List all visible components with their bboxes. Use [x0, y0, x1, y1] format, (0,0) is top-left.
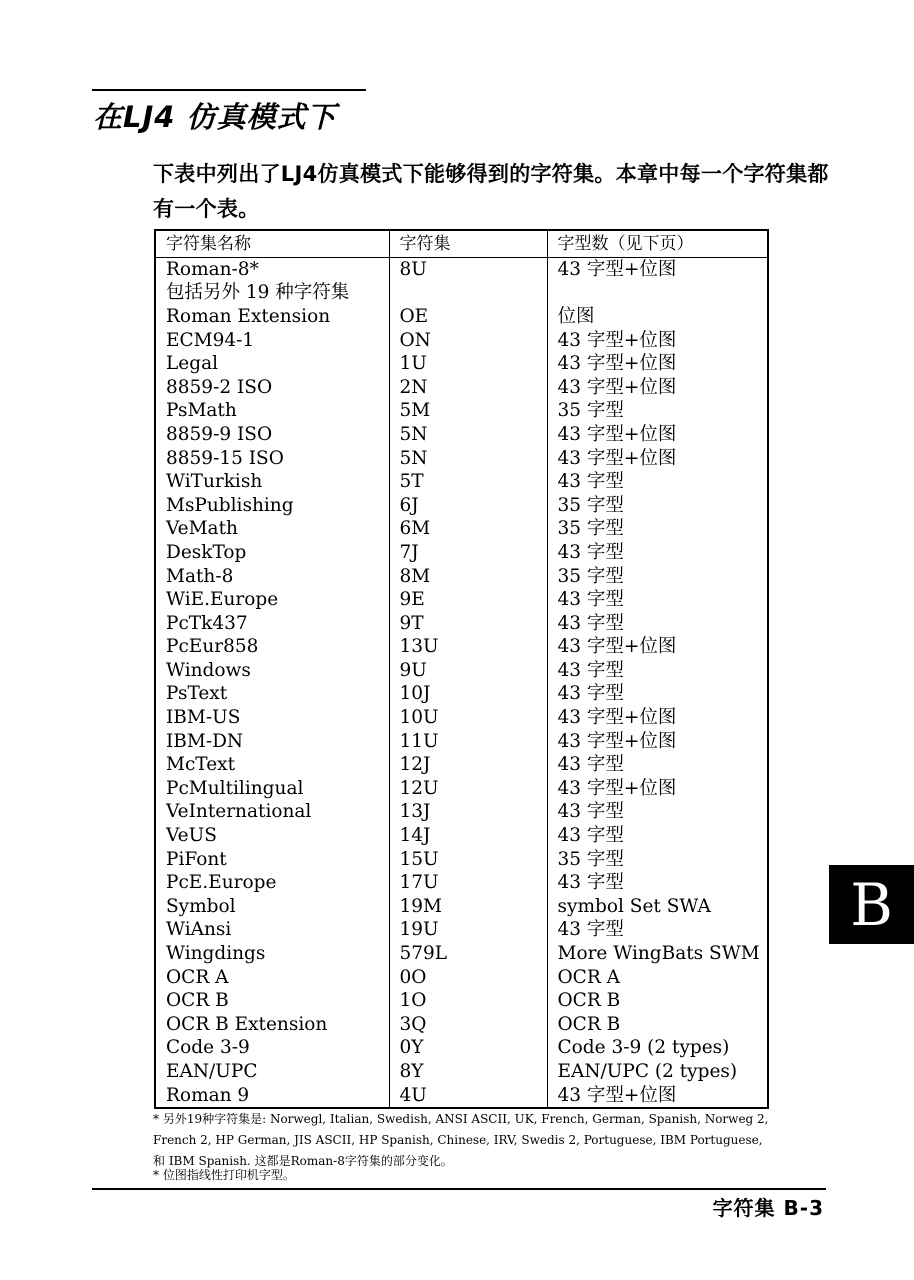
font-count-cell: 43 字型+位图 [557, 258, 677, 280]
font-count-cell: 43 字型+位图 [557, 1084, 677, 1106]
charset-code-cell: 3Q [389, 1013, 547, 1037]
charset-name-cell: Roman-8* [155, 258, 389, 282]
charset-code-cell: 19U [389, 919, 547, 943]
charset-name-cell: WiAnsi [155, 919, 389, 943]
charset-code-cell: 9U [389, 659, 547, 683]
charset-code-cell: 0O [389, 966, 547, 990]
table-row [155, 753, 768, 777]
table-row [155, 447, 768, 471]
table-row [155, 494, 768, 518]
table-row [155, 305, 768, 329]
font-count-cell: 43 字型+位图 [557, 777, 677, 799]
charset-code-cell: 13J [389, 801, 547, 825]
charset-name-cell: PcTk437 [155, 612, 389, 636]
page-footer: 字符集 B-3 [712, 1196, 824, 1220]
table-row [155, 518, 768, 542]
charset-code-cell: 6M [389, 518, 547, 542]
font-count-cell: EAN/UPC (2 types) [557, 1060, 738, 1082]
font-count-cell: 43 字型 [557, 659, 624, 681]
charset-name-cell: MsPublishing [155, 494, 389, 518]
charset-code-cell: 579L [389, 942, 547, 966]
charset-name-cell: 包括另外 19 种字符集 [155, 282, 389, 306]
charset-name-cell: Roman 9 [155, 1084, 389, 1109]
font-count-cell: OCR B [557, 990, 621, 1012]
charset-name-cell: Legal [155, 352, 389, 376]
charset-name-cell: VeInternational [155, 801, 389, 825]
table-row [155, 659, 768, 683]
charset-name-cell: PsText [155, 683, 389, 707]
charset-name-cell: Code 3-9 [155, 1037, 389, 1061]
table-row [155, 588, 768, 612]
intro-paragraph: 下表中列出了LJ4仿真模式下能够得到的字符集。本章中每一个字符集都有一个表。 [153, 162, 829, 221]
table-row [155, 871, 768, 895]
charset-code-cell: 15U [389, 848, 547, 872]
charset-name-cell: EAN/UPC [155, 1060, 389, 1084]
header-font-count: 字型数（见下页） [547, 230, 768, 258]
table-row [155, 376, 768, 400]
charset-code-cell: 4U [389, 1084, 547, 1109]
charset-code-cell: 9E [389, 588, 547, 612]
charset-code-cell: 12U [389, 777, 547, 801]
font-count-cell: 位图 [557, 305, 595, 327]
font-count-cell: 43 字型+位图 [557, 730, 677, 752]
section-tab: B [829, 865, 914, 944]
charset-name-cell: Roman Extension [155, 305, 389, 329]
font-count-cell: 43 字型 [557, 825, 624, 847]
charset-name-cell: IBM-US [155, 706, 389, 730]
charset-name-cell: VeMath [155, 518, 389, 542]
table-row [155, 470, 768, 494]
table-row [155, 1060, 768, 1084]
charset-name-cell: Math-8 [155, 565, 389, 589]
charset-code-cell: 5N [389, 447, 547, 471]
table-body [155, 258, 768, 1109]
charset-code-cell: 5T [389, 470, 547, 494]
charset-code-cell: 10U [389, 706, 547, 730]
charset-code-cell: ON [389, 329, 547, 353]
table-row [155, 989, 768, 1013]
charset-code-cell: 5M [389, 400, 547, 424]
table-row [155, 730, 768, 754]
font-count-cell: symbol Set SWA [557, 895, 711, 917]
font-count-cell: 43 字型 [557, 801, 624, 823]
table-row [155, 1084, 768, 1109]
charset-name-cell: PcMultilingual [155, 777, 389, 801]
font-count-cell: 43 字型 [557, 541, 624, 563]
charset-name-cell: WiE.Europe [155, 588, 389, 612]
header-charset-name: 字符集名称 [155, 230, 389, 258]
charset-name-cell: IBM-DN [155, 730, 389, 754]
charset-name-cell: PcEur858 [155, 636, 389, 660]
charset-code-cell: 8Y [389, 1060, 547, 1084]
charset-code-cell [389, 282, 547, 306]
font-count-cell: 43 字型+位图 [557, 329, 677, 351]
table-row [155, 400, 768, 424]
charset-code-cell: 1O [389, 989, 547, 1013]
charset-name-cell: 8859-9 ISO [155, 423, 389, 447]
charset-code-cell: 10J [389, 683, 547, 707]
table-row [155, 258, 768, 282]
font-count-cell: 43 字型 [557, 872, 624, 894]
font-count-cell: 35 字型 [557, 518, 624, 540]
table-row [155, 683, 768, 707]
font-count-cell: 35 字型 [557, 565, 624, 587]
font-count-cell: OCR A [557, 966, 620, 988]
table-row [155, 824, 768, 848]
charset-code-cell: 13U [389, 636, 547, 660]
font-count-cell: 43 字型+位图 [557, 423, 677, 445]
footer-rule [92, 1188, 826, 1190]
table-row [155, 777, 768, 801]
font-count-cell: OCR B [557, 1013, 621, 1035]
charset-name-cell: PcE.Europe [155, 871, 389, 895]
font-count-cell: 43 字型+位图 [557, 353, 677, 375]
table-row [155, 1037, 768, 1061]
table-row [155, 895, 768, 919]
charset-code-cell: OE [389, 305, 547, 329]
header-charset-code: 字符集 [389, 230, 547, 258]
charset-name-cell: PiFont [155, 848, 389, 872]
font-count-cell: 35 字型 [557, 848, 624, 870]
font-count-cell: 43 字型 [557, 754, 624, 776]
charset-name-cell: Wingdings [155, 942, 389, 966]
table-row [155, 282, 768, 306]
charset-name-cell: PsMath [155, 400, 389, 424]
charset-code-cell: 0Y [389, 1037, 547, 1061]
table-row [155, 329, 768, 353]
charset-name-cell: OCR B [155, 989, 389, 1013]
table-row [155, 848, 768, 872]
charset-code-cell: 7J [389, 541, 547, 565]
charset-name-cell: VeUS [155, 824, 389, 848]
charset-code-cell: 1U [389, 352, 547, 376]
table-row [155, 706, 768, 730]
charset-code-cell: 6J [389, 494, 547, 518]
font-count-cell: 43 字型+位图 [557, 447, 677, 469]
charset-code-cell: 2N [389, 376, 547, 400]
font-count-cell: 43 字型 [557, 589, 624, 611]
charset-name-cell: WiTurkish [155, 470, 389, 494]
charset-code-cell: 11U [389, 730, 547, 754]
charset-name-cell: Windows [155, 659, 389, 683]
charset-code-cell: 17U [389, 871, 547, 895]
table-row [155, 966, 768, 990]
charset-name-cell: Symbol [155, 895, 389, 919]
font-count-cell: 43 字型 [557, 919, 624, 941]
charset-name-cell: 8859-2 ISO [155, 376, 389, 400]
charset-name-cell: 8859-15 ISO [155, 447, 389, 471]
table-row [155, 612, 768, 636]
table-header-row [155, 230, 768, 258]
table-row [155, 636, 768, 660]
font-count-cell: 43 字型 [557, 683, 624, 705]
bitmap-note: * 位图指线性打印机字型。 [153, 1168, 295, 1182]
charset-code-cell: 8M [389, 565, 547, 589]
charset-code-cell: 5N [389, 423, 547, 447]
charset-name-cell: DeskTop [155, 541, 389, 565]
charset-code-cell: 8U [389, 258, 547, 282]
table-row [155, 801, 768, 825]
font-count-cell: 43 字型 [557, 612, 624, 634]
font-count-cell: 35 字型 [557, 400, 624, 422]
font-count-cell [547, 282, 768, 306]
charset-name-cell: ECM94-1 [155, 329, 389, 353]
charset-name-cell: OCR B Extension [155, 1013, 389, 1037]
table-row [155, 423, 768, 447]
font-count-cell: More WingBats SWM [557, 943, 760, 965]
font-count-cell: 43 字型+位图 [557, 636, 677, 658]
table-row [155, 565, 768, 589]
page-heading: 在LJ4 仿真模式下 [93, 100, 337, 134]
charset-name-cell: OCR A [155, 966, 389, 990]
heading-rule [92, 89, 366, 91]
charset-name-cell: McText [155, 753, 389, 777]
font-count-cell: 35 字型 [557, 494, 624, 516]
charset-code-cell: 14J [389, 824, 547, 848]
table-row [155, 352, 768, 376]
charset-code-cell: 9T [389, 612, 547, 636]
table-row [155, 942, 768, 966]
table-row [155, 541, 768, 565]
charset-code-cell: 12J [389, 753, 547, 777]
table-row [155, 919, 768, 943]
footnote: * 另外19种字符集是: Norwegl, Italian, Swedish, ANSI ASCII, UK, French, German, Spanish, Norweg 2, French 2, HP German, JIS ASCII, HP Spanish, Chinese, IRV, Swedis 2, Portuguese, IBM Portuguese, 和 IBM Spanish. 这都是Roman-8字符集的部分变化。 [153, 1112, 769, 1168]
font-count-cell: 43 字型 [557, 471, 624, 493]
charset-code-cell: 19M [389, 895, 547, 919]
font-count-cell: 43 字型+位图 [557, 707, 677, 729]
font-count-cell: Code 3-9 (2 types) [557, 1037, 730, 1059]
table-row [155, 1013, 768, 1037]
charset-table [154, 229, 769, 1109]
font-count-cell: 43 字型+位图 [557, 376, 677, 398]
